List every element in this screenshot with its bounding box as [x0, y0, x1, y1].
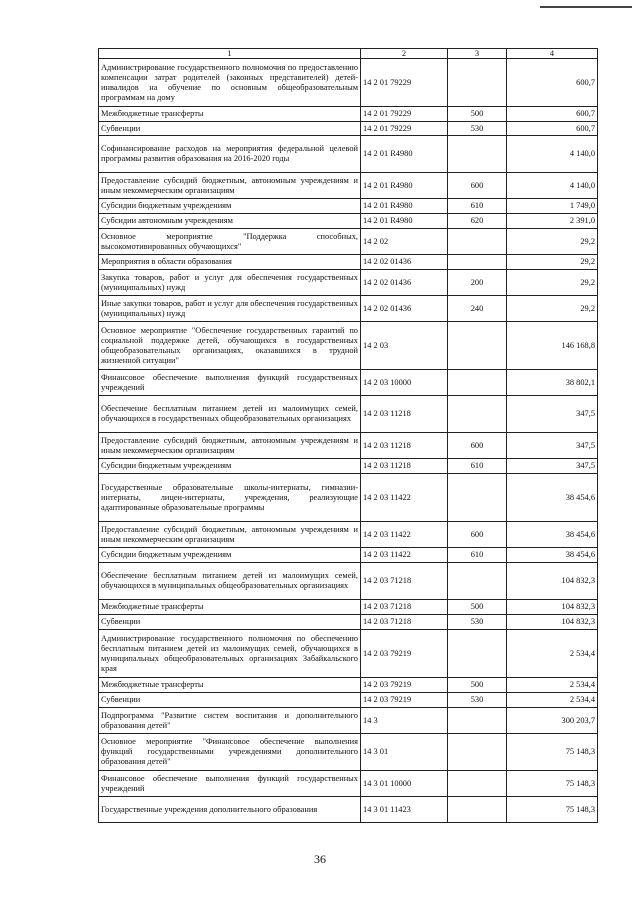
table-row — [99, 199, 598, 214]
row-code: 14 2 02 01436 — [361, 270, 448, 296]
row-code: 14 2 03 79219 — [361, 693, 448, 708]
row-expense-type — [448, 370, 507, 396]
row-expense-type — [448, 630, 507, 678]
row-expense-type — [448, 563, 507, 600]
table-row — [99, 474, 598, 522]
column-number-3: 3 — [448, 49, 507, 59]
row-expense-type — [448, 322, 507, 370]
row-expense-type — [448, 396, 507, 433]
row-amount: 38 802,1 — [507, 370, 598, 396]
table-row — [99, 396, 598, 433]
row-name: Обеспечение бесплатным питанием детей из малоимущих семей, обучающихся в муниципальных общеобразовательных организациях — [99, 563, 361, 600]
table-row — [99, 136, 598, 173]
row-expense-type — [448, 229, 507, 255]
row-amount: 75 148,3 — [507, 771, 598, 797]
row-expense-type: 500 — [448, 107, 507, 122]
row-name: Государственные учреждения дополнительного образования — [99, 797, 361, 823]
row-name: Основное мероприятие "Финансовое обеспечение выполнения функций государственными учреждениями дополнительного образования детей" — [99, 734, 361, 771]
row-name: Предоставление субсидий бюджетным, автономным учреждениям и иным некоммерческим организациям — [99, 433, 361, 459]
row-expense-type — [448, 59, 507, 107]
row-amount: 29,2 — [507, 296, 598, 322]
row-amount: 104 832,3 — [507, 615, 598, 630]
row-amount: 600,7 — [507, 107, 598, 122]
row-amount: 38 454,6 — [507, 522, 598, 548]
row-code: 14 2 03 11218 — [361, 396, 448, 433]
row-amount: 38 454,6 — [507, 548, 598, 563]
table-row — [99, 59, 598, 107]
row-name: Администрирование государственного полномочия по предоставлению компенсации затрат родителей (законных представителей) детей-инвалидов на обучение по основным общеобразовательным программам на дому — [99, 59, 361, 107]
row-code: 14 2 03 79219 — [361, 678, 448, 693]
row-amount: 2 391,0 — [507, 214, 598, 229]
row-name: Субсидии бюджетным учреждениям — [99, 548, 361, 563]
row-expense-type: 530 — [448, 693, 507, 708]
row-expense-type: 600 — [448, 173, 507, 199]
row-name: Межбюджетные трансферты — [99, 678, 361, 693]
table-row — [99, 370, 598, 396]
column-number-row — [99, 49, 598, 59]
row-expense-type: 600 — [448, 433, 507, 459]
row-code: 14 3 — [361, 708, 448, 734]
row-name: Подпрограмма "Развитие систем воспитания и дополнительного образования детей" — [99, 708, 361, 734]
row-amount: 1 749,0 — [507, 199, 598, 214]
row-expense-type: 530 — [448, 122, 507, 136]
row-code: 14 2 02 01436 — [361, 296, 448, 322]
row-amount: 2 534,4 — [507, 630, 598, 678]
table-row — [99, 433, 598, 459]
row-code: 14 2 03 71218 — [361, 563, 448, 600]
table-row — [99, 630, 598, 678]
table-row — [99, 322, 598, 370]
table-row — [99, 615, 598, 630]
row-expense-type — [448, 734, 507, 771]
table-row — [99, 270, 598, 296]
row-code: 14 2 02 — [361, 229, 448, 255]
table-row — [99, 173, 598, 199]
row-amount: 300 203,7 — [507, 708, 598, 734]
row-name: Субвенции — [99, 693, 361, 708]
row-name: Субсидии бюджетным учреждениям — [99, 199, 361, 214]
row-name: Предоставление субсидий бюджетным, автономным учреждениям и иным некоммерческим организациям — [99, 522, 361, 548]
row-code: 14 2 03 71218 — [361, 615, 448, 630]
table-row — [99, 771, 598, 797]
row-name: Предоставление субсидий бюджетным, автономным учреждениям и иным некоммерческим организациям — [99, 173, 361, 199]
row-code: 14 2 01 R4980 — [361, 214, 448, 229]
row-expense-type: 610 — [448, 548, 507, 563]
table-row — [99, 797, 598, 823]
table-row — [99, 229, 598, 255]
table-row — [99, 600, 598, 615]
row-amount: 600,7 — [507, 122, 598, 136]
table-row — [99, 459, 598, 474]
row-amount: 29,2 — [507, 255, 598, 270]
row-expense-type: 240 — [448, 296, 507, 322]
row-name: Софинансирование расходов на мероприятия федеральной целевой программы развития образования на 2016-2020 годы — [99, 136, 361, 173]
table-row — [99, 296, 598, 322]
table-row — [99, 678, 598, 693]
row-amount: 75 148,3 — [507, 734, 598, 771]
column-number-4: 4 — [507, 49, 598, 59]
row-name: Иные закупки товаров, работ и услуг для обеспечения государственных (муниципальных) нужд — [99, 296, 361, 322]
table-row — [99, 734, 598, 771]
table-row — [99, 122, 598, 136]
row-code: 14 3 01 10000 — [361, 771, 448, 797]
row-name: Администрирование государственного полномочия по обеспечению бесплатным питанием детей из малоимущих семей, обучающихся в муниципальных общеобразовательных организациях Забайкальского края — [99, 630, 361, 678]
row-amount: 104 832,3 — [507, 563, 598, 600]
row-name: Обеспечение бесплатным питанием детей из малоимущих семей, обучающихся в государственных общеобразовательных организациях — [99, 396, 361, 433]
row-name: Межбюджетные трансферты — [99, 600, 361, 615]
row-code: 14 2 03 11218 — [361, 433, 448, 459]
row-amount: 347,5 — [507, 396, 598, 433]
row-amount: 38 454,6 — [507, 474, 598, 522]
row-amount: 29,2 — [507, 270, 598, 296]
row-name: Закупка товаров, работ и услуг для обеспечения государственных (муниципальных) нужд — [99, 270, 361, 296]
row-amount: 4 140,0 — [507, 136, 598, 173]
row-name: Основное мероприятие "Обеспечение государственных гарантий по социальной поддержке детей, обучающихся в государственных общеобразовательных организациях, оказавшихся в трудной жизненной ситуации" — [99, 322, 361, 370]
row-name: Субвенции — [99, 615, 361, 630]
row-code: 14 2 03 71218 — [361, 600, 448, 615]
top-edge-line — [540, 6, 632, 8]
row-code: 14 2 03 11422 — [361, 548, 448, 563]
row-expense-type: 600 — [448, 522, 507, 548]
row-name: Основное мероприятие "Поддержка способных, высокомотивированных обучающихся" — [99, 229, 361, 255]
row-amount: 104 832,3 — [507, 600, 598, 615]
column-number-2: 2 — [361, 49, 448, 59]
column-number-1: 1 — [99, 49, 361, 59]
row-expense-type — [448, 797, 507, 823]
row-name: Субвенции — [99, 122, 361, 136]
row-name: Межбюджетные трансферты — [99, 107, 361, 122]
row-code: 14 2 01 R4980 — [361, 136, 448, 173]
row-amount: 29,2 — [507, 229, 598, 255]
page-number: 36 — [314, 852, 326, 866]
row-code: 14 2 03 11218 — [361, 459, 448, 474]
budget-table — [98, 48, 598, 823]
row-amount: 4 140,0 — [507, 173, 598, 199]
row-name: Финансовое обеспечение выполнения функций государственных учреждений — [99, 370, 361, 396]
row-code: 14 2 01 79229 — [361, 122, 448, 136]
row-amount: 600,7 — [507, 59, 598, 107]
row-expense-type: 530 — [448, 615, 507, 630]
row-code: 14 2 01 R4980 — [361, 199, 448, 214]
row-amount: 2 534,4 — [507, 693, 598, 708]
table-row — [99, 255, 598, 270]
row-code: 14 2 03 11422 — [361, 474, 448, 522]
row-name: Финансовое обеспечение выполнения функций государственных учреждений — [99, 771, 361, 797]
row-code: 14 2 01 79229 — [361, 107, 448, 122]
row-expense-type: 500 — [448, 678, 507, 693]
row-expense-type — [448, 771, 507, 797]
row-expense-type — [448, 474, 507, 522]
row-code: 14 2 03 — [361, 322, 448, 370]
row-expense-type — [448, 255, 507, 270]
table-row — [99, 522, 598, 548]
row-amount: 75 148,3 — [507, 797, 598, 823]
row-code: 14 2 02 01436 — [361, 255, 448, 270]
row-code: 14 2 03 11422 — [361, 522, 448, 548]
row-expense-type: 610 — [448, 459, 507, 474]
row-code: 14 2 03 79219 — [361, 630, 448, 678]
row-expense-type: 200 — [448, 270, 507, 296]
row-code: 14 2 01 79229 — [361, 59, 448, 107]
table-row — [99, 693, 598, 708]
row-name: Субсидии автономным учреждениям — [99, 214, 361, 229]
table-row — [99, 708, 598, 734]
row-name: Субсидии бюджетным учреждениям — [99, 459, 361, 474]
row-code: 14 2 03 10000 — [361, 370, 448, 396]
row-expense-type — [448, 708, 507, 734]
row-name: Государственные образовательные школы-интернаты, гимназии-интернаты, лицеи-интернаты, учреждения, реализующие адаптированные образовательные программы — [99, 474, 361, 522]
row-expense-type: 610 — [448, 199, 507, 214]
row-expense-type — [448, 136, 507, 173]
row-amount: 347,5 — [507, 433, 598, 459]
row-code: 14 2 01 R4980 — [361, 173, 448, 199]
row-expense-type: 500 — [448, 600, 507, 615]
table-row — [99, 214, 598, 229]
row-amount: 2 534,4 — [507, 678, 598, 693]
table-row — [99, 548, 598, 563]
row-amount: 146 168,8 — [507, 322, 598, 370]
row-code: 14 3 01 11423 — [361, 797, 448, 823]
row-amount: 347,5 — [507, 459, 598, 474]
budget-table-body — [99, 49, 598, 823]
table-row — [99, 563, 598, 600]
row-code: 14 3 01 — [361, 734, 448, 771]
row-expense-type: 620 — [448, 214, 507, 229]
row-name: Мероприятия в области образования — [99, 255, 361, 270]
table-row — [99, 107, 598, 122]
